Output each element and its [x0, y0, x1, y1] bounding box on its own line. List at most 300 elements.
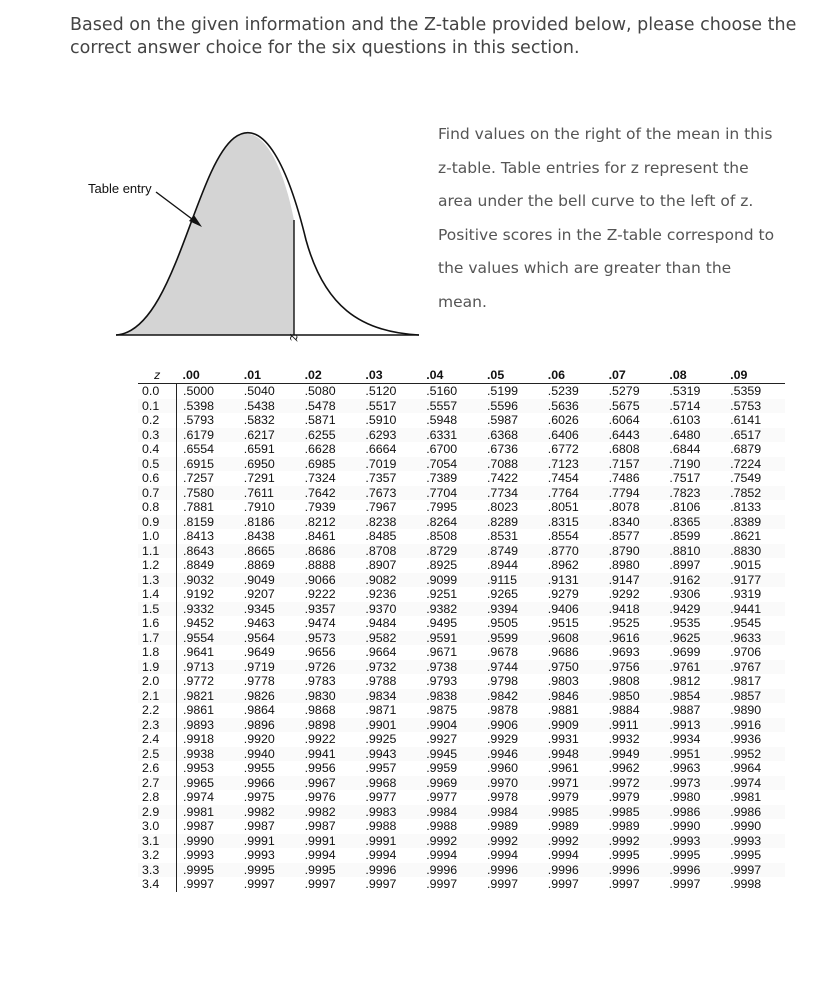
probability-cell: .5478 [299, 399, 360, 414]
probability-cell: .9279 [547, 587, 579, 601]
probability-cell: .9192 [183, 587, 215, 601]
probability-cell: .9890 [730, 703, 762, 717]
probability-cell: .9993 [663, 834, 724, 849]
probability-cell: .9756 [603, 660, 664, 675]
probability-cell: .9966 [238, 776, 299, 791]
probability-cell: .5948 [426, 413, 458, 427]
table-row [138, 558, 785, 573]
probability-cell: .8980 [608, 558, 640, 572]
probability-cell: .8238 [359, 515, 420, 530]
probability-cell: .8159 [177, 515, 238, 530]
probability-cell: .9995 [669, 848, 701, 862]
probability-cell: .9955 [243, 761, 275, 775]
explanation-line: Find values on the right of the mean in this [438, 125, 773, 143]
table-row [138, 732, 785, 747]
column-header: .04 [420, 366, 481, 384]
probability-cell: .9938 [177, 747, 238, 762]
probability-cell: .5871 [304, 413, 336, 427]
probability-cell: .5319 [669, 384, 701, 398]
z-value-cell: 1.2 [138, 558, 177, 573]
z-value-cell: 2.8 [138, 790, 177, 805]
shaded-area [116, 134, 294, 335]
probability-cell: .9222 [304, 587, 336, 601]
probability-cell: .9993 [724, 834, 785, 849]
probability-cell: .9616 [603, 631, 664, 646]
probability-cell: .9987 [243, 819, 275, 833]
probability-cell: .8869 [243, 558, 275, 572]
probability-cell: .9994 [486, 848, 518, 862]
probability-cell: .9974 [183, 790, 215, 804]
probability-cell: .7995 [426, 500, 458, 514]
explanation-line: mean. [438, 292, 487, 311]
probability-cell: .9306 [669, 587, 701, 601]
table-row [138, 442, 785, 457]
probability-cell: .6293 [359, 428, 420, 443]
z-value-cell: 3.4 [138, 877, 177, 892]
probability-cell: .9251 [426, 587, 458, 601]
table-row [138, 587, 785, 602]
probability-cell: .9982 [299, 805, 360, 820]
probability-cell: .9049 [238, 573, 299, 588]
probability-cell: .9177 [724, 573, 785, 588]
probability-cell: .9967 [299, 776, 360, 791]
probability-cell: .9817 [730, 674, 762, 688]
probability-cell: .7939 [304, 500, 336, 514]
probability-cell: .9686 [547, 645, 579, 659]
z-value-cell: 0.2 [138, 413, 177, 428]
probability-cell: .6591 [243, 442, 275, 456]
probability-cell: .9984 [481, 805, 542, 820]
probability-cell: .9995 [299, 863, 360, 878]
z-value-cell: 0.3 [138, 428, 177, 443]
probability-cell: .5398 [177, 399, 238, 414]
probability-cell: .6026 [547, 413, 579, 427]
probability-cell: .9916 [724, 718, 785, 733]
probability-cell: .9788 [365, 674, 397, 688]
probability-cell: .9997 [486, 877, 518, 891]
probability-cell: .9986 [724, 805, 785, 820]
probability-cell: .9992 [542, 834, 603, 849]
probability-cell: .9995 [177, 863, 238, 878]
probability-cell: .9977 [365, 790, 397, 804]
probability-cell: .9767 [724, 660, 785, 675]
probability-cell: .9911 [603, 718, 664, 733]
probability-cell: .9236 [365, 587, 397, 601]
probability-cell: .7881 [183, 500, 215, 514]
probability-cell: .9887 [669, 703, 701, 717]
probability-cell: .9525 [608, 616, 640, 630]
z-value-cell: 2.3 [138, 718, 177, 733]
probability-cell: .6064 [608, 413, 640, 427]
probability-cell: .8729 [420, 544, 481, 559]
probability-cell: .9772 [183, 674, 215, 688]
probability-cell: .9951 [663, 747, 724, 762]
probability-cell: .9994 [426, 848, 458, 862]
probability-cell: .8849 [183, 558, 215, 572]
table-row [138, 602, 785, 617]
probability-cell: .9732 [359, 660, 420, 675]
probability-cell: .9931 [547, 732, 579, 746]
probability-cell: .9778 [243, 674, 275, 688]
probability-cell: .8830 [724, 544, 785, 559]
probability-cell: .7734 [481, 486, 542, 501]
probability-cell: .9941 [299, 747, 360, 762]
probability-cell: .9991 [299, 834, 360, 849]
explanation-line: Positive scores in the Z-table correspond to [438, 225, 775, 244]
probability-cell: .9956 [304, 761, 336, 775]
probability-cell: .5160 [426, 384, 458, 398]
probability-cell: .9973 [663, 776, 724, 791]
probability-cell: .7967 [365, 500, 397, 514]
probability-cell: .8485 [365, 529, 397, 543]
probability-cell: .9726 [299, 660, 360, 675]
table-row [138, 863, 785, 878]
probability-cell: .9896 [238, 718, 299, 733]
probability-cell: .9463 [243, 616, 275, 630]
probability-cell: .8186 [238, 515, 299, 530]
probability-cell: .9564 [238, 631, 299, 646]
probability-cell: .9996 [359, 863, 420, 878]
z-value-cell: 1.1 [138, 544, 177, 559]
probability-cell: .9693 [608, 645, 640, 659]
probability-cell: .9406 [542, 602, 603, 617]
probability-cell: .7123 [542, 457, 603, 472]
probability-cell: .5239 [547, 384, 579, 398]
probability-cell: .9996 [420, 863, 481, 878]
probability-cell: .8686 [299, 544, 360, 559]
probability-cell: .9953 [183, 761, 215, 775]
probability-cell: .5279 [608, 384, 640, 398]
probability-cell: .8643 [177, 544, 238, 559]
table-row [138, 384, 785, 399]
probability-cell: .8749 [481, 544, 542, 559]
probability-cell: .6700 [426, 442, 458, 456]
probability-cell: .9952 [724, 747, 785, 762]
probability-cell: .9803 [547, 674, 579, 688]
probability-cell: .9993 [243, 848, 275, 862]
probability-cell: .7794 [603, 486, 664, 501]
table-row [138, 500, 785, 515]
probability-cell: .9989 [608, 819, 640, 833]
probability-cell: .6628 [304, 442, 336, 456]
probability-cell: .9985 [542, 805, 603, 820]
probability-cell: .7357 [365, 471, 397, 485]
probability-cell: .8888 [304, 558, 336, 572]
probability-cell: .8770 [542, 544, 603, 559]
probability-cell: .6915 [177, 457, 238, 472]
probability-cell: .9842 [481, 689, 542, 704]
column-header: .03 [359, 366, 420, 384]
z-value-cell: 2.9 [138, 805, 177, 820]
probability-cell: .9961 [547, 761, 579, 775]
table-row [138, 689, 785, 704]
probability-cell: .9997 [426, 877, 458, 891]
probability-cell: .5517 [359, 399, 420, 414]
z-value-cell: 2.4 [138, 732, 177, 747]
z-value-cell: 1.6 [138, 616, 177, 631]
probability-cell: .8078 [608, 500, 640, 514]
z-value-cell: 1.3 [138, 573, 177, 588]
table-entry-arrow [156, 192, 196, 222]
probability-cell: .9991 [359, 834, 420, 849]
probability-cell: .5000 [183, 384, 215, 398]
probability-cell: .9968 [359, 776, 420, 791]
probability-cell: .9032 [177, 573, 238, 588]
probability-cell: .7549 [730, 471, 762, 485]
probability-cell: .9641 [183, 645, 215, 659]
probability-cell: .9664 [365, 645, 397, 659]
probability-cell: .7517 [669, 471, 701, 485]
probability-cell: .9893 [177, 718, 238, 733]
z-value-cell: 3.1 [138, 834, 177, 849]
column-header: .01 [238, 366, 299, 384]
probability-cell: .9932 [608, 732, 640, 746]
table-row [138, 834, 785, 849]
probability-cell: .6664 [365, 442, 397, 456]
probability-cell: .7088 [481, 457, 542, 472]
z-value-cell: 0.7 [138, 486, 177, 501]
probability-cell: .9332 [177, 602, 238, 617]
table-row [138, 645, 785, 660]
probability-cell: .9864 [243, 703, 275, 717]
probability-cell: .7019 [359, 457, 420, 472]
probability-cell: .9969 [420, 776, 481, 791]
probability-cell: .5910 [365, 413, 397, 427]
probability-cell: .9960 [486, 761, 518, 775]
probability-cell: .9884 [608, 703, 640, 717]
probability-cell: .7764 [542, 486, 603, 501]
column-header: .00 [177, 366, 238, 384]
probability-cell: .9678 [486, 645, 518, 659]
probability-cell: .9962 [608, 761, 640, 775]
z-value-cell: 1.5 [138, 602, 177, 617]
column-header: .09 [724, 366, 785, 384]
probability-cell: .7611 [238, 486, 299, 501]
table-row [138, 486, 785, 501]
probability-cell: .9115 [481, 573, 542, 588]
z-table [138, 366, 785, 892]
probability-cell: .6844 [669, 442, 701, 456]
probability-cell: .9671 [426, 645, 458, 659]
probability-cell: .9974 [724, 776, 785, 791]
probability-cell: .9082 [359, 573, 420, 588]
probability-cell: .9943 [359, 747, 420, 762]
probability-cell: .9066 [299, 573, 360, 588]
probability-cell: .8508 [426, 529, 458, 543]
probability-cell: .9996 [542, 863, 603, 878]
probability-cell: .6217 [238, 428, 299, 443]
probability-cell: .8023 [486, 500, 518, 514]
probability-cell: .9965 [177, 776, 238, 791]
probability-cell: .6443 [603, 428, 664, 443]
table-row [138, 457, 785, 472]
probability-cell: .6406 [542, 428, 603, 443]
z-value-cell: 3.3 [138, 863, 177, 878]
probability-cell: .9990 [669, 819, 701, 833]
table-row [138, 776, 785, 791]
probability-cell: .9989 [547, 819, 579, 833]
table-row [138, 573, 785, 588]
probability-cell: .7324 [304, 471, 336, 485]
probability-cell: .9633 [724, 631, 785, 646]
probability-cell: .8665 [238, 544, 299, 559]
table-entry-label: Table entry [88, 181, 152, 196]
table-row [138, 660, 785, 675]
explanation-line: z-table. Table entries for z represent the [438, 158, 749, 177]
probability-cell: .9131 [542, 573, 603, 588]
table-row [138, 413, 785, 428]
probability-cell: .9927 [426, 732, 458, 746]
probability-cell: .7486 [608, 471, 640, 485]
z-value-cell: 2.7 [138, 776, 177, 791]
probability-cell: .9854 [663, 689, 724, 704]
probability-cell: .9997 [547, 877, 579, 891]
probability-cell: .9099 [420, 573, 481, 588]
probability-cell: .9418 [603, 602, 664, 617]
probability-cell: .6517 [724, 428, 785, 443]
probability-cell: .9977 [426, 790, 458, 804]
bell-curve-figure [84, 110, 444, 350]
probability-cell: .7580 [177, 486, 238, 501]
z-value-cell: 0.9 [138, 515, 177, 530]
probability-cell: .9972 [603, 776, 664, 791]
probability-cell: .8365 [663, 515, 724, 530]
probability-cell: .9997 [365, 877, 397, 891]
probability-cell: .9582 [359, 631, 420, 646]
probability-cell: .8264 [420, 515, 481, 530]
probability-cell: .9990 [730, 819, 762, 833]
probability-cell: .9983 [359, 805, 420, 820]
probability-cell: .9394 [481, 602, 542, 617]
z-value-cell: 1.8 [138, 645, 177, 660]
table-row [138, 848, 785, 863]
probability-cell: .6331 [420, 428, 481, 443]
probability-cell: .7454 [547, 471, 579, 485]
probability-cell: .9922 [304, 732, 336, 746]
probability-cell: .9984 [420, 805, 481, 820]
probability-cell: .7291 [243, 471, 275, 485]
probability-cell: .9909 [542, 718, 603, 733]
probability-cell: .9554 [177, 631, 238, 646]
probability-cell: .9875 [426, 703, 458, 717]
probability-cell: .9834 [359, 689, 420, 704]
probability-cell: .8997 [669, 558, 701, 572]
probability-cell: .5675 [603, 399, 664, 414]
z-value-cell: 0.6 [138, 471, 177, 486]
table-row [138, 631, 785, 646]
probability-cell: .6985 [299, 457, 360, 472]
probability-cell: .7704 [420, 486, 481, 501]
probability-cell: .6103 [669, 413, 701, 427]
probability-cell: .9995 [608, 848, 640, 862]
explanation-text [438, 118, 798, 319]
probability-cell: .9929 [486, 732, 518, 746]
probability-cell: .7157 [603, 457, 664, 472]
column-header: .02 [299, 366, 360, 384]
probability-cell: .9948 [542, 747, 603, 762]
probability-cell: .8925 [426, 558, 458, 572]
probability-cell: .6368 [481, 428, 542, 443]
probability-cell: .9382 [420, 602, 481, 617]
table-row [138, 805, 785, 820]
probability-cell: .9997 [183, 877, 215, 891]
probability-cell: .9441 [724, 602, 785, 617]
probability-cell: .9996 [481, 863, 542, 878]
probability-cell: .6255 [299, 428, 360, 443]
probability-cell: .8413 [183, 529, 215, 543]
probability-cell: .9265 [486, 587, 518, 601]
probability-cell: .7389 [426, 471, 458, 485]
probability-cell: .9292 [608, 587, 640, 601]
probability-cell: .9992 [481, 834, 542, 849]
z-value-cell: 0.8 [138, 500, 177, 515]
probability-cell: .9898 [299, 718, 360, 733]
probability-cell: .7673 [359, 486, 420, 501]
probability-cell: .9452 [183, 616, 215, 630]
probability-cell: .8461 [304, 529, 336, 543]
probability-cell: .9793 [426, 674, 458, 688]
z-value-cell: 2.1 [138, 689, 177, 704]
probability-cell: .9994 [547, 848, 579, 862]
probability-cell: .9996 [603, 863, 664, 878]
probability-cell: .9535 [669, 616, 701, 630]
probability-cell: .9207 [243, 587, 275, 601]
probability-cell: .8289 [481, 515, 542, 530]
probability-cell: .9979 [608, 790, 640, 804]
z-value-cell: 3.0 [138, 819, 177, 834]
probability-cell: .6808 [608, 442, 640, 456]
z-value-cell: 1.4 [138, 587, 177, 602]
probability-cell: .8708 [359, 544, 420, 559]
probability-cell: .9992 [603, 834, 664, 849]
probability-cell: .8315 [542, 515, 603, 530]
probability-cell: .6772 [547, 442, 579, 456]
probability-cell: .9978 [486, 790, 518, 804]
z-value-cell: 2.2 [138, 703, 177, 718]
probability-cell: .9147 [603, 573, 664, 588]
probability-cell: .9913 [663, 718, 724, 733]
probability-cell: .9988 [365, 819, 397, 833]
probability-cell: .6141 [730, 413, 762, 427]
probability-cell: .9850 [603, 689, 664, 704]
probability-cell: .9981 [177, 805, 238, 820]
probability-cell: .9591 [420, 631, 481, 646]
probability-cell: .5199 [486, 384, 518, 398]
probability-cell: .9162 [663, 573, 724, 588]
table-row [138, 544, 785, 559]
probability-cell: .9979 [547, 790, 579, 804]
probability-cell: .8133 [730, 500, 762, 514]
z-column-header: z [138, 366, 177, 384]
probability-cell: .9920 [243, 732, 275, 746]
probability-cell: .8531 [486, 529, 518, 543]
explanation-line: the values which are greater than the [438, 259, 732, 277]
probability-cell: .9573 [299, 631, 360, 646]
probability-cell: .9812 [669, 674, 701, 688]
probability-cell: .9945 [420, 747, 481, 762]
probability-cell: .8599 [669, 529, 701, 543]
probability-cell: .6879 [730, 442, 762, 456]
probability-cell: .9861 [183, 703, 215, 717]
probability-cell: .9963 [669, 761, 701, 775]
probability-cell: .9995 [238, 863, 299, 878]
probability-cell: .5636 [542, 399, 603, 414]
probability-cell: .9608 [542, 631, 603, 646]
probability-cell: .6736 [486, 442, 518, 456]
table-row [138, 616, 785, 631]
probability-cell: .9994 [365, 848, 397, 862]
probability-cell: .5080 [304, 384, 336, 398]
